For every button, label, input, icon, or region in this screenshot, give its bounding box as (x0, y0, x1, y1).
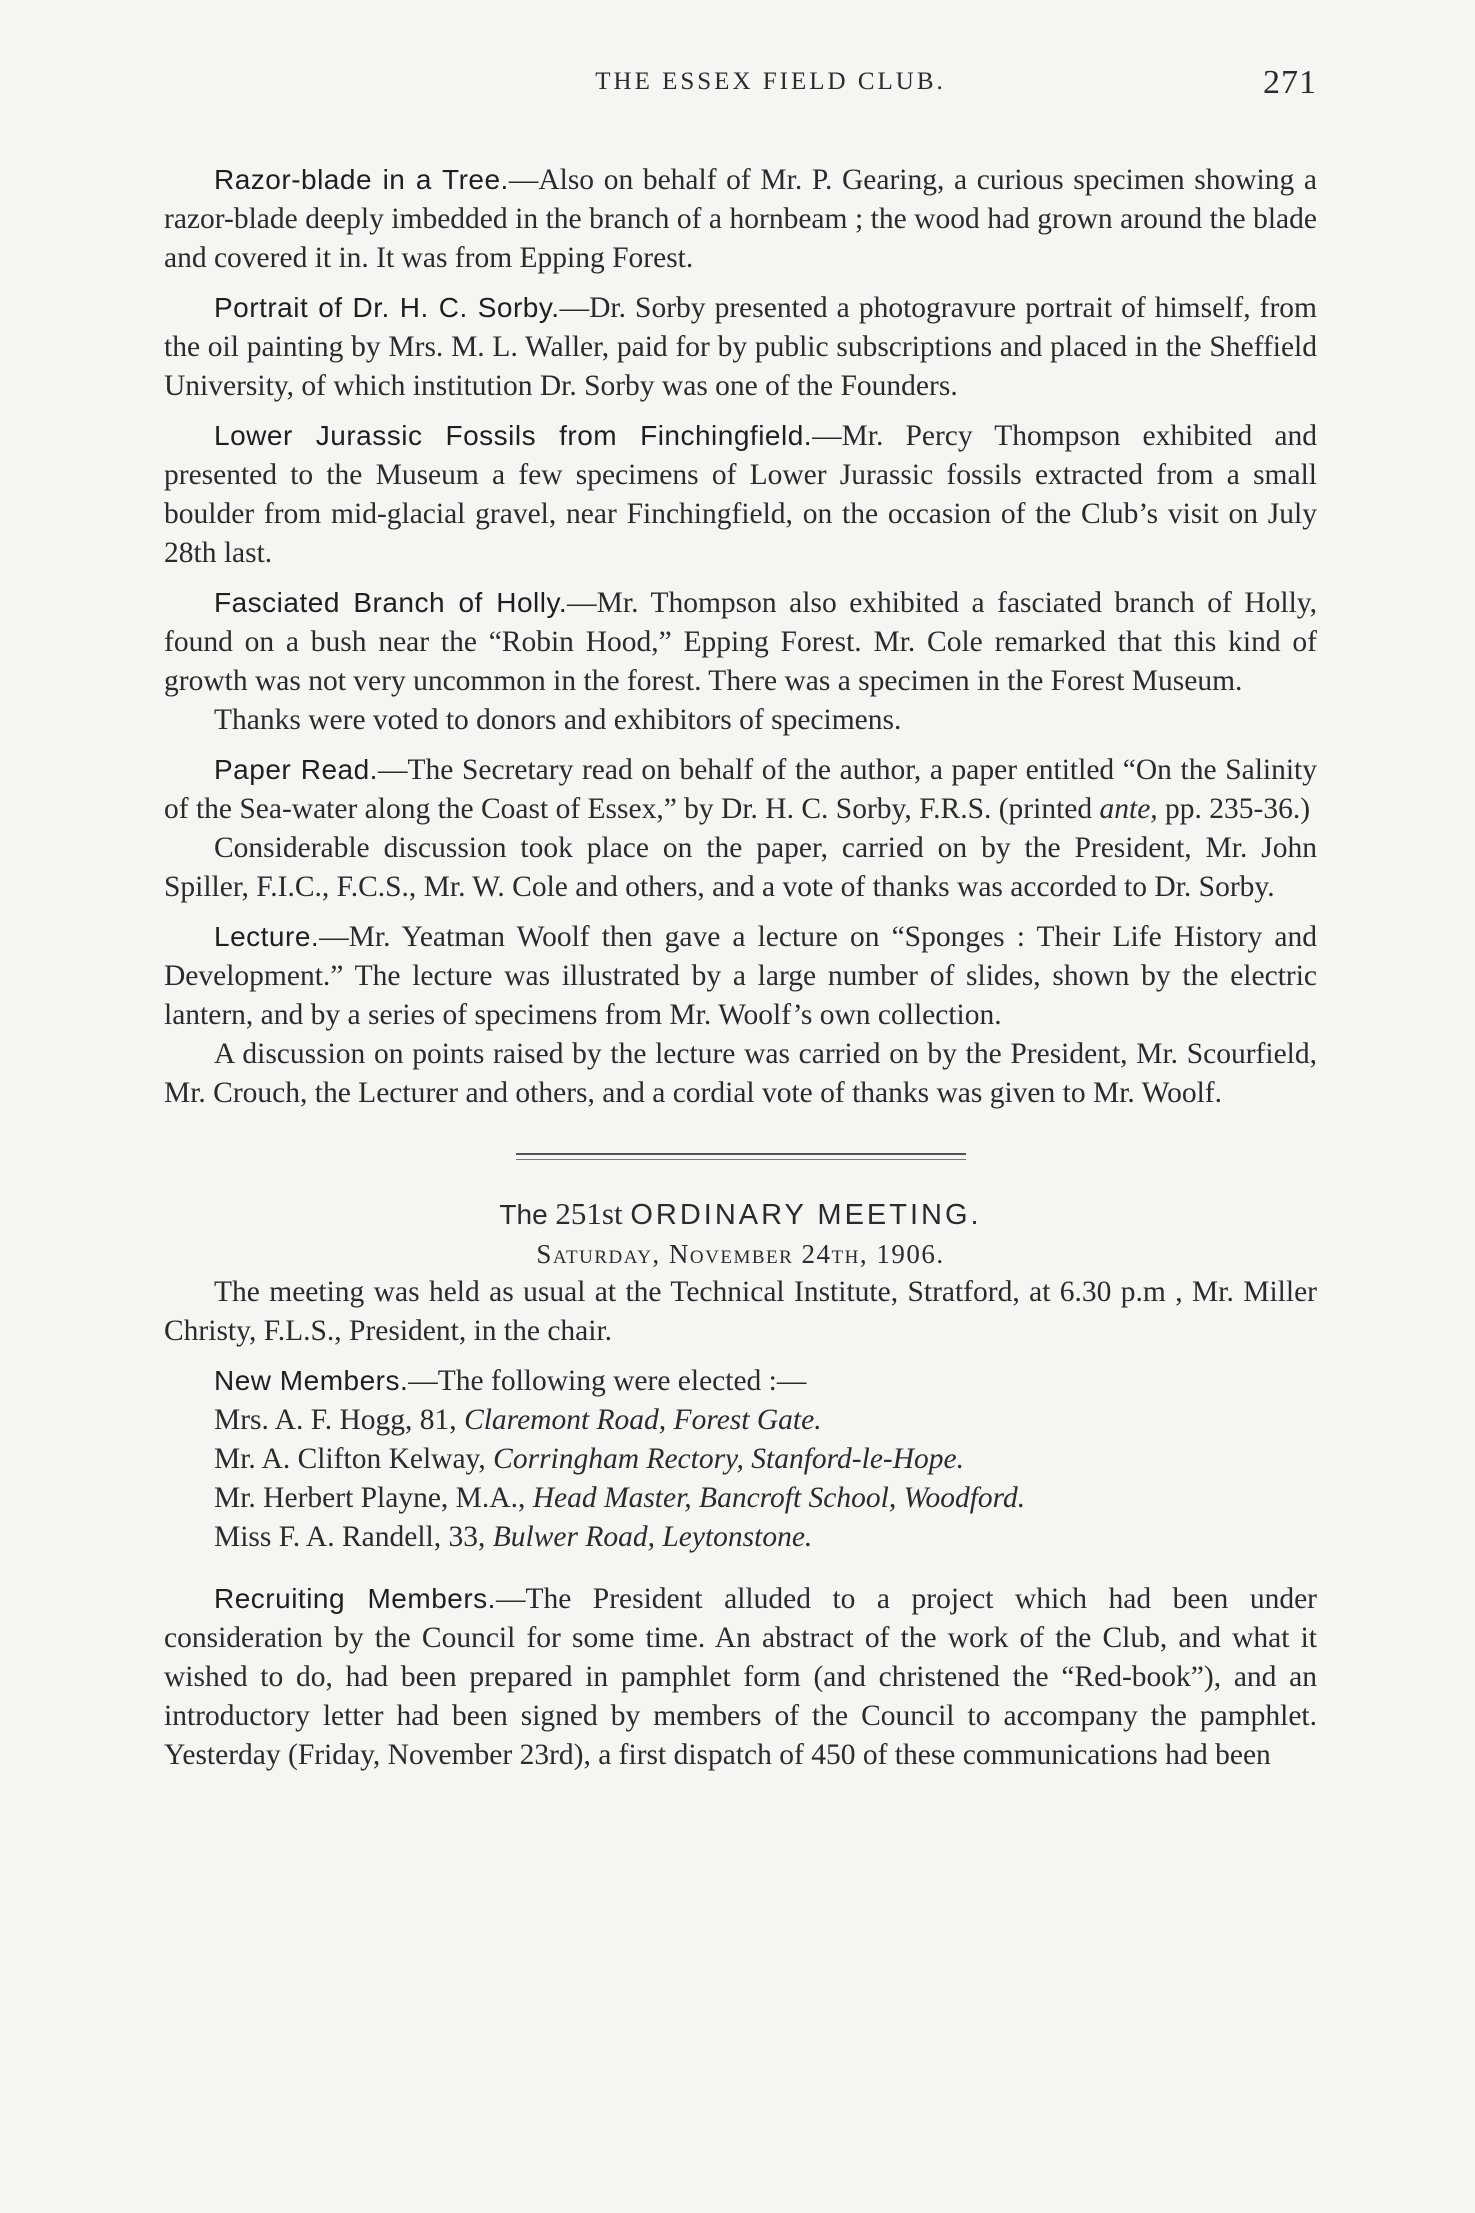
paragraph-lead: Recruiting Members. (214, 1583, 496, 1614)
paragraph-holly (164, 583, 1317, 701)
meeting-title: ORDINARY MEETING. (630, 1199, 982, 1231)
list-item (164, 1518, 1317, 1557)
paragraph-paper-read (164, 750, 1317, 829)
paragraph-lead: Portrait of Dr. H. C. Sorby. (214, 292, 560, 323)
paragraph-recruiting (164, 1579, 1317, 1775)
paragraph-text: —Also on behalf of Mr. P. Gearing, a curious specimen showing a razor-blade deeply imbedded in the branch of a hornbeam ; the wood had grown around the blade and covered it in. It was from Epping Forest. (164, 164, 1317, 274)
member-address: Claremont Road, Forest Gate. (464, 1404, 822, 1436)
paragraph-text: —Mr. Yeatman Woolf then gave a lecture on “Sponges : Their Life History and Development.” The lecture was illustrated by a large number of slides, shown by the electric lantern, and by a series of specimens from Mr. Woolf’s own collection. (164, 921, 1317, 1031)
paragraph-text: —The following were elected :— (408, 1365, 807, 1397)
paragraph-text: pp. 235-36.) (1157, 793, 1311, 825)
paragraph-text: —The President alluded to a project which had been under consideration by the Council for some time. An abstract of the work of the Club, and what it wished to do, had been prepared in pamphlet form (and christened the “Red-book”), and an introductory letter had been signed by members of the Council to accompany the pamphlet. Yesterday (Friday, November 23rd), a first dispatch of 450 of these communications had been (164, 1583, 1317, 1771)
meeting-heading-the: The (499, 1199, 548, 1230)
meeting-heading (164, 1194, 1317, 1235)
list-item (164, 1440, 1317, 1479)
paragraph-text: —Mr. Thompson also exhibited a fasciated branch of Holly, found on a bush near the “Robin Hood,” Epping Forest. Mr. Cole remarked that this kind of growth was not very uncommon in the forest. There was a specimen in the Forest Museum. (164, 587, 1317, 697)
new-members-list (164, 1401, 1317, 1557)
list-item (164, 1479, 1317, 1518)
paragraph-lecture (164, 917, 1317, 1035)
paragraph-lead: Lower Jurassic Fossils from Finchingfield. (214, 420, 813, 451)
paragraph-discussion: Considerable discussion took place on the paper, carried on by the President, Mr. John Spiller, F.I.C., F.C.S., Mr. W. Cole and others, and a vote of thanks was accorded to Dr. Sorby. (164, 832, 1317, 903)
paragraph-lead: Lecture. (214, 921, 320, 952)
meeting-date: Saturday, November 24th, 1906. (536, 1239, 945, 1269)
paragraph-razor-blade (164, 160, 1317, 278)
paragraph-text: —Dr. Sorby presented a photogravure portrait of himself, from the oil painting by Mrs. M. L. Waller, paid for by public subscriptions and placed in the Sheffield University, of which institution Dr. Sorby was one of the Founders. (164, 292, 1317, 402)
member-address: Head Master, Bancroft School, Woodford. (532, 1482, 1026, 1514)
paragraph-lead: Razor-blade in a Tree. (214, 164, 509, 195)
list-item (164, 1401, 1317, 1440)
section-divider (516, 1153, 966, 1160)
running-title: THE ESSEX FIELD CLUB. (595, 68, 946, 95)
paragraph-text: —Mr. Percy Thompson exhibited and presented to the Museum a few specimens of Lower Jurassic fossils extracted from a small boulder from mid-glacial gravel, near Finchingfield, on the occasion of the Club’s visit on July 28th last. (164, 420, 1317, 569)
paragraph-portrait (164, 288, 1317, 406)
member-name: Mr. Herbert Playne, M.A., (214, 1482, 533, 1514)
paragraph-lead: Fasciated Branch of Holly. (214, 587, 568, 618)
paragraph-fossils (164, 416, 1317, 573)
member-name: Mr. A. Clifton Kelway, (214, 1443, 494, 1475)
member-address: Bulwer Road, Leytonstone. (492, 1521, 813, 1553)
page-number: 271 (1263, 64, 1317, 101)
paragraph-thanks: Thanks were voted to donors and exhibitors of specimens. (214, 704, 902, 736)
meeting-number: 251st (555, 1196, 623, 1231)
paragraph-text: —The Secretary read on behalf of the author, a paper entitled “On the Salinity of the Sea-water along the Coast of Essex,” by Dr. H. C. Sorby, F.R.S. (printed (164, 754, 1318, 825)
member-name: Mrs. A. F. Hogg, 81, (214, 1404, 465, 1436)
paragraph-lead: New Members. (214, 1365, 409, 1396)
meeting-intro: The meeting was held as usual at the Technical Institute, Stratford, at 6.30 p.m , Mr. Miller Christy, F.L.S., President, in the chair. (164, 1276, 1317, 1347)
paragraph-lead: Paper Read. (214, 754, 378, 785)
member-address: Corringham Rectory, Stanford-le-Hope. (493, 1443, 965, 1475)
running-head (164, 64, 1317, 116)
paragraph-lecture-discussion: A discussion on points raised by the lecture was carried on by the President, Mr. Scourfield, Mr. Crouch, the Lecturer and others, and a cordial vote of thanks was given to Mr. Woolf. (164, 1038, 1317, 1109)
member-name: Miss F. A. Randell, 33, (214, 1521, 493, 1553)
paragraph-italic: ante, (1099, 793, 1158, 825)
paragraph-new-members (164, 1361, 1317, 1401)
